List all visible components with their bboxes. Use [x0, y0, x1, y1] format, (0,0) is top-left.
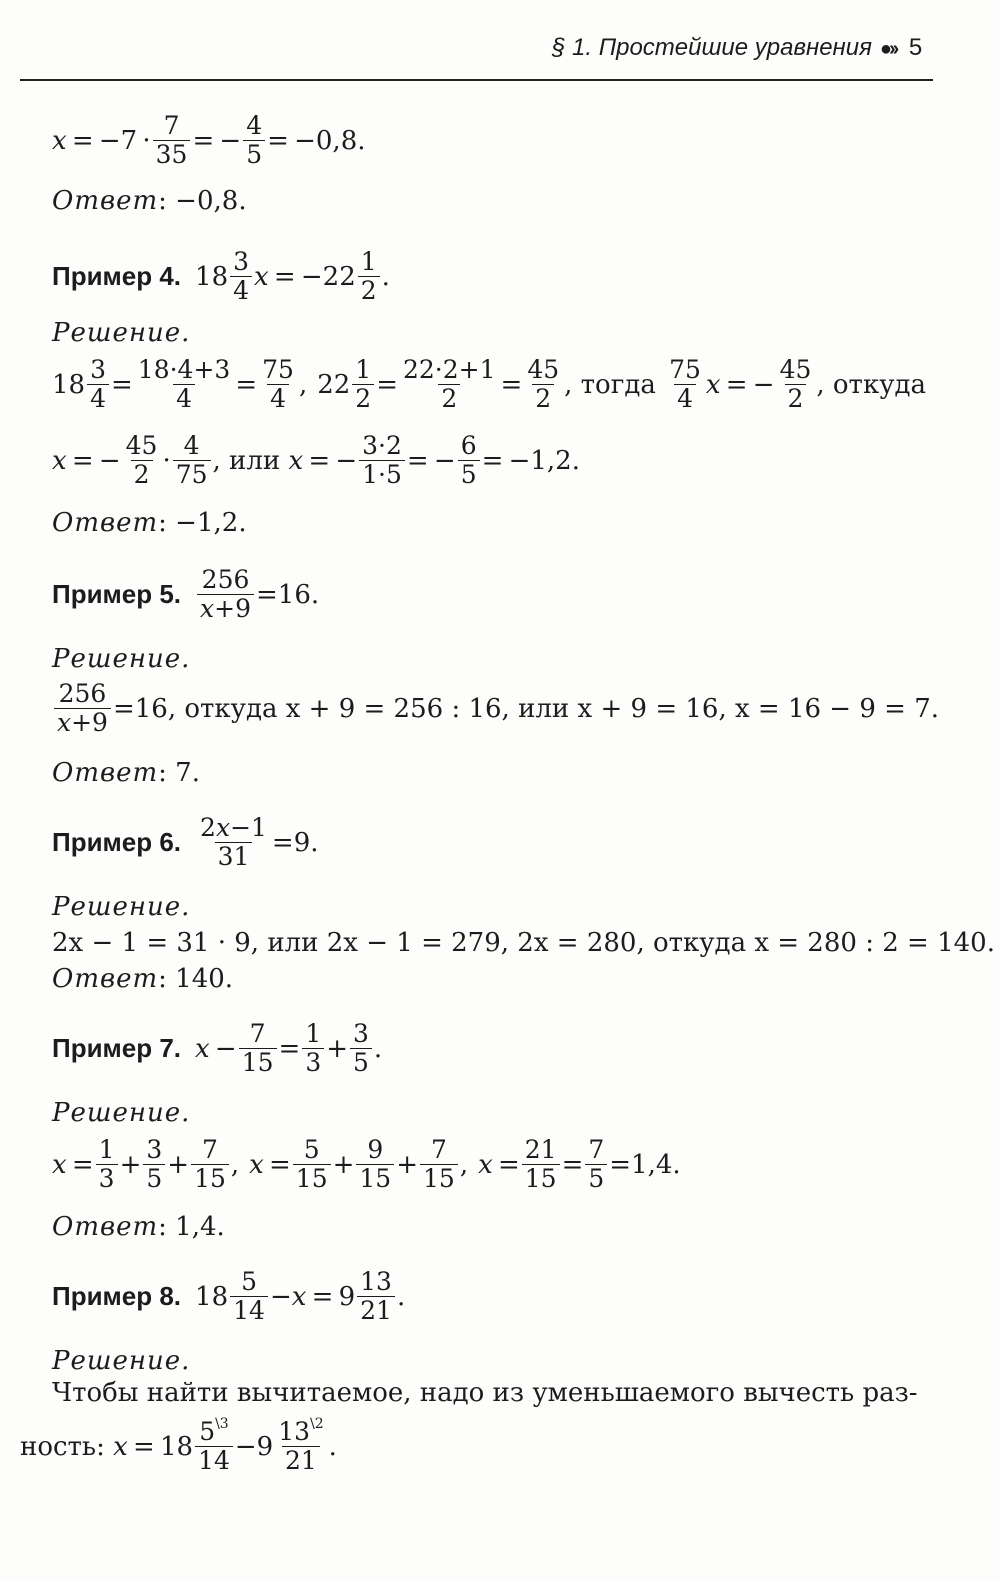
- solution-label: Решение.: [52, 1346, 191, 1376]
- example-4-heading: Пример 4. 18 $\frac{3}{4}$ x = −22 $\frac{1}{2}$ .: [52, 247, 390, 305]
- example-7-heading: Пример 7. x − $\frac{7}{15}$ = $\frac{1}{3}$ + $\frac{3}{5}$ .: [52, 1019, 383, 1077]
- example-8-text: Чтобы найти вычитаемое, надо из уменьшаемого вычесть раз-: [52, 1378, 918, 1408]
- answer-line: Ответ : 7.: [52, 758, 200, 788]
- solution-label: Решение.: [52, 892, 191, 922]
- example-4-step-1: 18 $\frac{3}{4}$ = $\frac{18\cdot 4+3}{4}$ = $\frac{75}{4}$ , 22 $\frac{1}{2}$ = $\frac{22\cdot 2+1}{2}$ = $\frac{45}{2}$ , тогда $\frac{75}{4}$ x = − $\frac{45}{2}$ , откуда: [52, 355, 926, 413]
- running-header: [552, 34, 922, 62]
- example-5-heading: Пример 5. $\frac{256}{x+9}$ =16.: [52, 565, 320, 623]
- example-7-solution: x = $\frac{1}{3}$ + $\frac{3}{5}$ + $\frac{7}{15}$ , x = $\frac{5}{15}$ + $\frac{9}{15}$ + $\frac{7}{15}$ , x = $\frac{21}{15}$ = $\frac{7}{5}$ =1,4.: [52, 1135, 681, 1193]
- example-5-solution: $\frac{256}{x+9}$ =16, откуда x + 9 = 256 : 16, или x + 9 = 16, x = 16 − 9 = 7.: [52, 680, 939, 737]
- solution-label: Решение.: [52, 318, 191, 348]
- solution-label: Решение.: [52, 644, 191, 674]
- example-title: Пример 4.: [52, 261, 182, 291]
- solution-label: Решение.: [52, 1098, 191, 1128]
- example-title: Пример 5.: [52, 579, 182, 609]
- header-rule: [20, 79, 933, 81]
- example-6-heading: Пример 6. $\frac{2x-1}{31}$ =9.: [52, 813, 319, 871]
- answer-line: Ответ : −1,2.: [52, 508, 247, 538]
- example-title: Пример 7.: [52, 1033, 182, 1063]
- example-8-heading: Пример 8. 18 $\frac{5}{14}$ − x = 9 $\frac{13}{21}$ .: [52, 1267, 406, 1325]
- example-title: Пример 8.: [52, 1281, 182, 1311]
- header-title: § 1. Простейшие уравнения: [552, 34, 872, 61]
- answer-line: Ответ : 1,4.: [52, 1212, 225, 1242]
- answer-line: Ответ : −0,8.: [52, 186, 247, 216]
- formula-x-equals-minus08: x = −7 · $\frac{7}{35}$ = − $\frac{4}{5}$ = −0,8.: [52, 111, 366, 169]
- example-8-formula: ность: x = 18 $\frac{5^{\backslash 3}}{14}$ −9 $\frac{13^{\backslash 2}}{21}$ .: [20, 1416, 337, 1475]
- bullets-icon: ●››: [879, 38, 899, 60]
- answer-line: Ответ : 140.: [52, 964, 234, 994]
- example-title: Пример 6.: [52, 827, 182, 857]
- page-number: 5: [908, 34, 923, 61]
- example-6-solution: 2x − 1 = 31 · 9, или 2x − 1 = 279, 2x = 280, откуда x = 280 : 2 = 140.: [52, 928, 995, 958]
- example-4-step-2: x = − $\frac{45}{2}$ · $\frac{4}{75}$ , или x = − $\frac{3\cdot 2}{1\cdot 5}$ = − $\frac{6}{5}$ = −1,2.: [52, 431, 580, 489]
